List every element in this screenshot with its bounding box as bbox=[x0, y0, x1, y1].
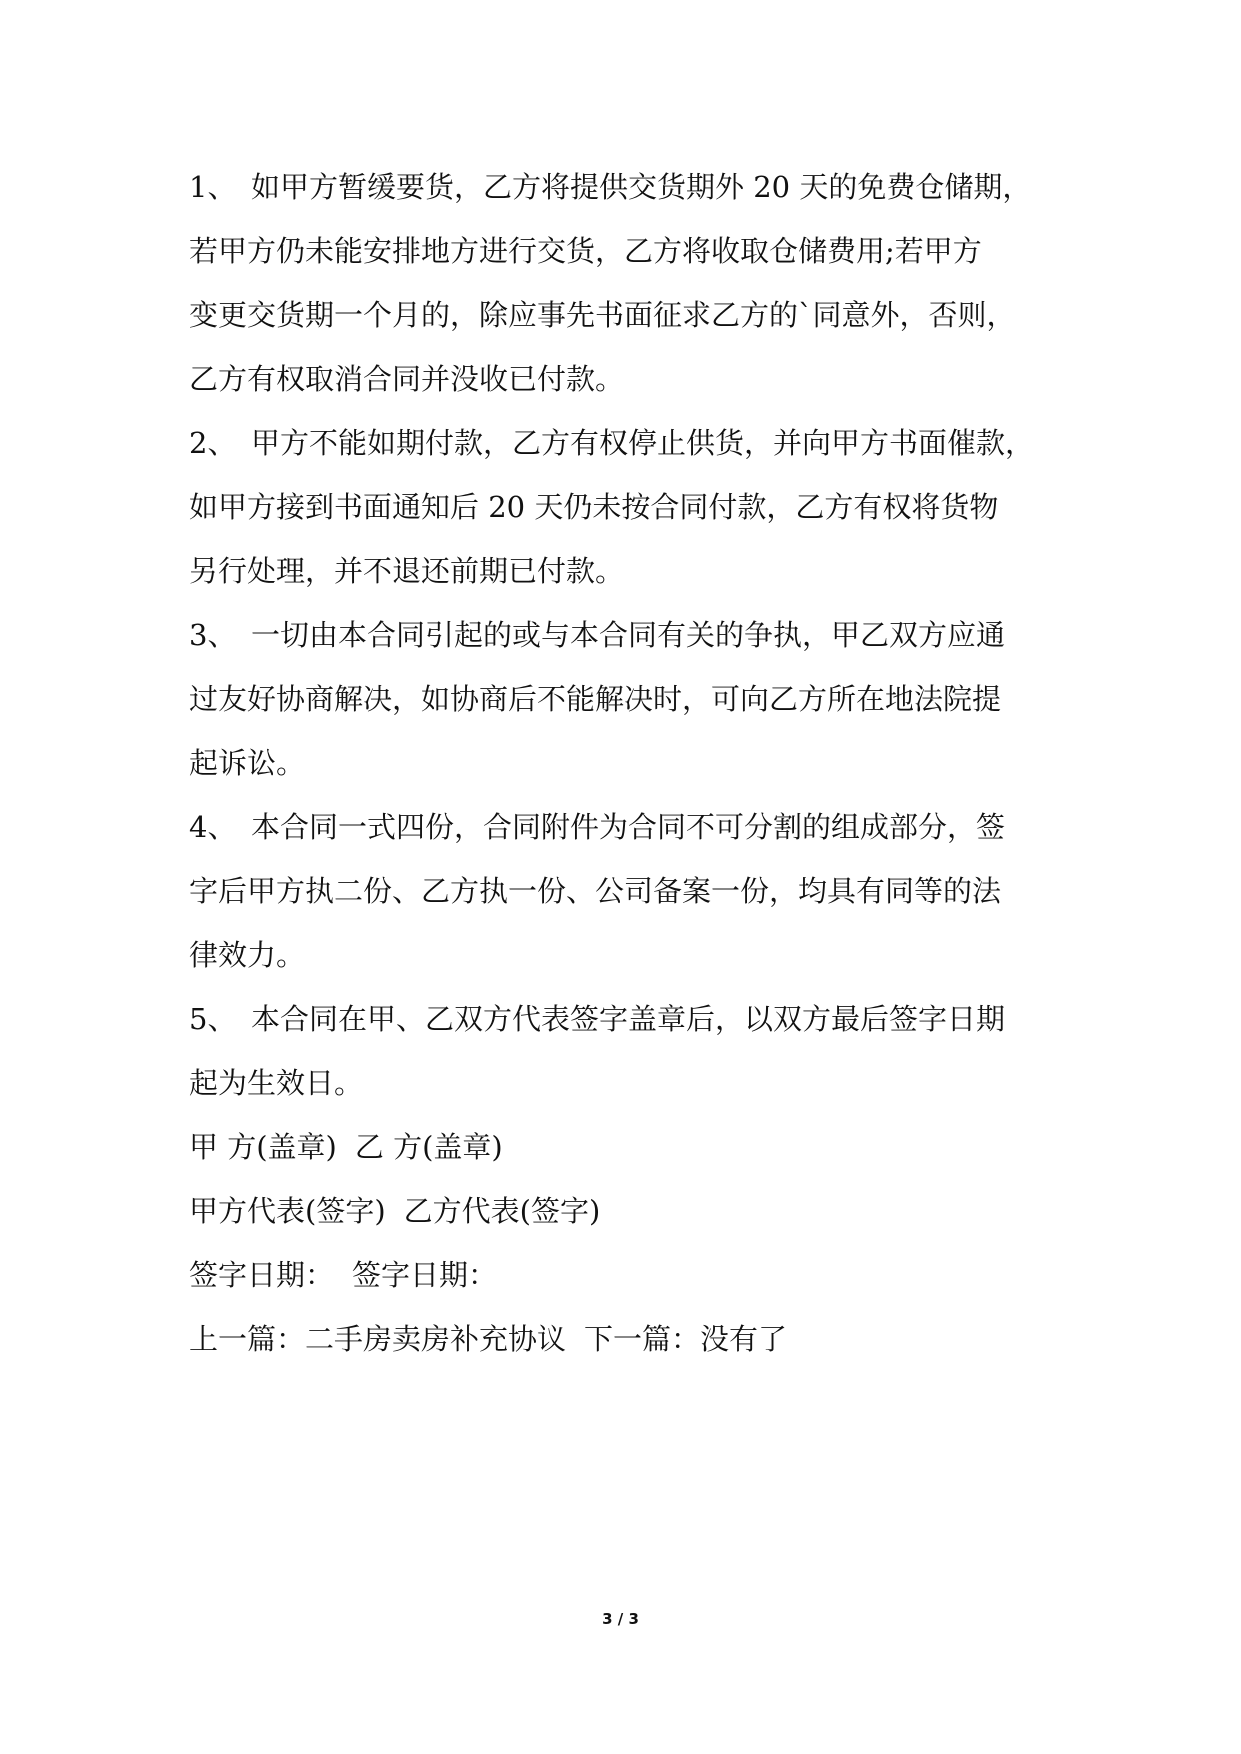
party-a-seal: 甲 方(盖章) bbox=[189, 1130, 337, 1164]
party-a-representative: 甲方代表(签字) bbox=[189, 1194, 386, 1228]
clause-line bbox=[189, 155, 1059, 219]
clause-text: 本合同一式四份，合同附件为合同不可分割的组成部分，签 bbox=[251, 810, 1006, 844]
clause-text: 起为生效日。 bbox=[189, 1066, 364, 1100]
clause-text: 本合同在甲、乙双方代表签字盖章后，以双方最后签字日期 bbox=[251, 1002, 1006, 1036]
clause-text: 变更交货期一个月的，除应事先书面征求乙方的`同意外，否则， bbox=[189, 298, 1016, 332]
page-number: 3 / 3 bbox=[602, 1610, 639, 1628]
clause-text: 甲方不能如期付款，乙方有权停止供货，并向甲方书面催款， bbox=[251, 426, 1035, 460]
clause-number: 1、 bbox=[189, 170, 237, 204]
clause-1 bbox=[189, 155, 1059, 411]
clause-text: 起诉讼。 bbox=[189, 746, 306, 780]
clause-text: 若甲方仍未能安排地方进行交货，乙方将收取仓储费用;若甲方 bbox=[189, 234, 982, 268]
clause-number: 2、 bbox=[189, 426, 237, 460]
clause-number: 3、 bbox=[189, 618, 237, 652]
representative-line bbox=[189, 1179, 1059, 1243]
clause-number: 4、 bbox=[189, 810, 237, 844]
clause-text: 一切由本合同引起的或与本合同有关的争执，甲乙双方应通 bbox=[251, 618, 1006, 652]
clause-number: 5、 bbox=[189, 1002, 237, 1036]
clause-4 bbox=[189, 795, 1059, 987]
next-article-link[interactable]: 下一篇：没有了 bbox=[584, 1322, 788, 1356]
party-b-seal: 乙 方(盖章) bbox=[354, 1130, 503, 1164]
document-body bbox=[189, 155, 1059, 1371]
sign-date-line bbox=[189, 1243, 1059, 1307]
clause-text: 过友好协商解决，如协商后不能解决时，可向乙方所在地法院提 bbox=[189, 682, 1002, 716]
clause-2 bbox=[189, 411, 1059, 603]
seal-line bbox=[189, 1115, 1059, 1179]
party-b-representative: 乙方代表(签字) bbox=[403, 1194, 601, 1228]
clause-line bbox=[189, 603, 1059, 667]
clause-line bbox=[189, 795, 1059, 859]
clause-line bbox=[189, 987, 1059, 1051]
clause-3 bbox=[189, 603, 1059, 795]
clause-text: 如甲方暂缓要货，乙方将提供交货期外 20 天的免费仓储期， bbox=[251, 170, 1032, 204]
party-a-sign-date: 签字日期： bbox=[189, 1258, 335, 1292]
clause-text: 如甲方接到书面通知后 20 天仍未按合同付款，乙方有权将货物 bbox=[189, 490, 999, 524]
party-b-sign-date: 签字日期： bbox=[352, 1258, 498, 1292]
previous-article-link[interactable]: 上一篇：二手房卖房补充协议 bbox=[189, 1322, 567, 1356]
article-navigation bbox=[189, 1307, 1059, 1371]
clause-text: 律效力。 bbox=[189, 938, 306, 972]
clause-text: 字后甲方执二份、乙方执一份、公司备案一份，均具有同等的法 bbox=[189, 874, 1002, 908]
clause-text: 乙方有权取消合同并没收已付款。 bbox=[189, 362, 625, 396]
clause-line bbox=[189, 411, 1059, 475]
clause-5 bbox=[189, 987, 1059, 1115]
clause-text: 另行处理，并不退还前期已付款。 bbox=[189, 554, 625, 588]
